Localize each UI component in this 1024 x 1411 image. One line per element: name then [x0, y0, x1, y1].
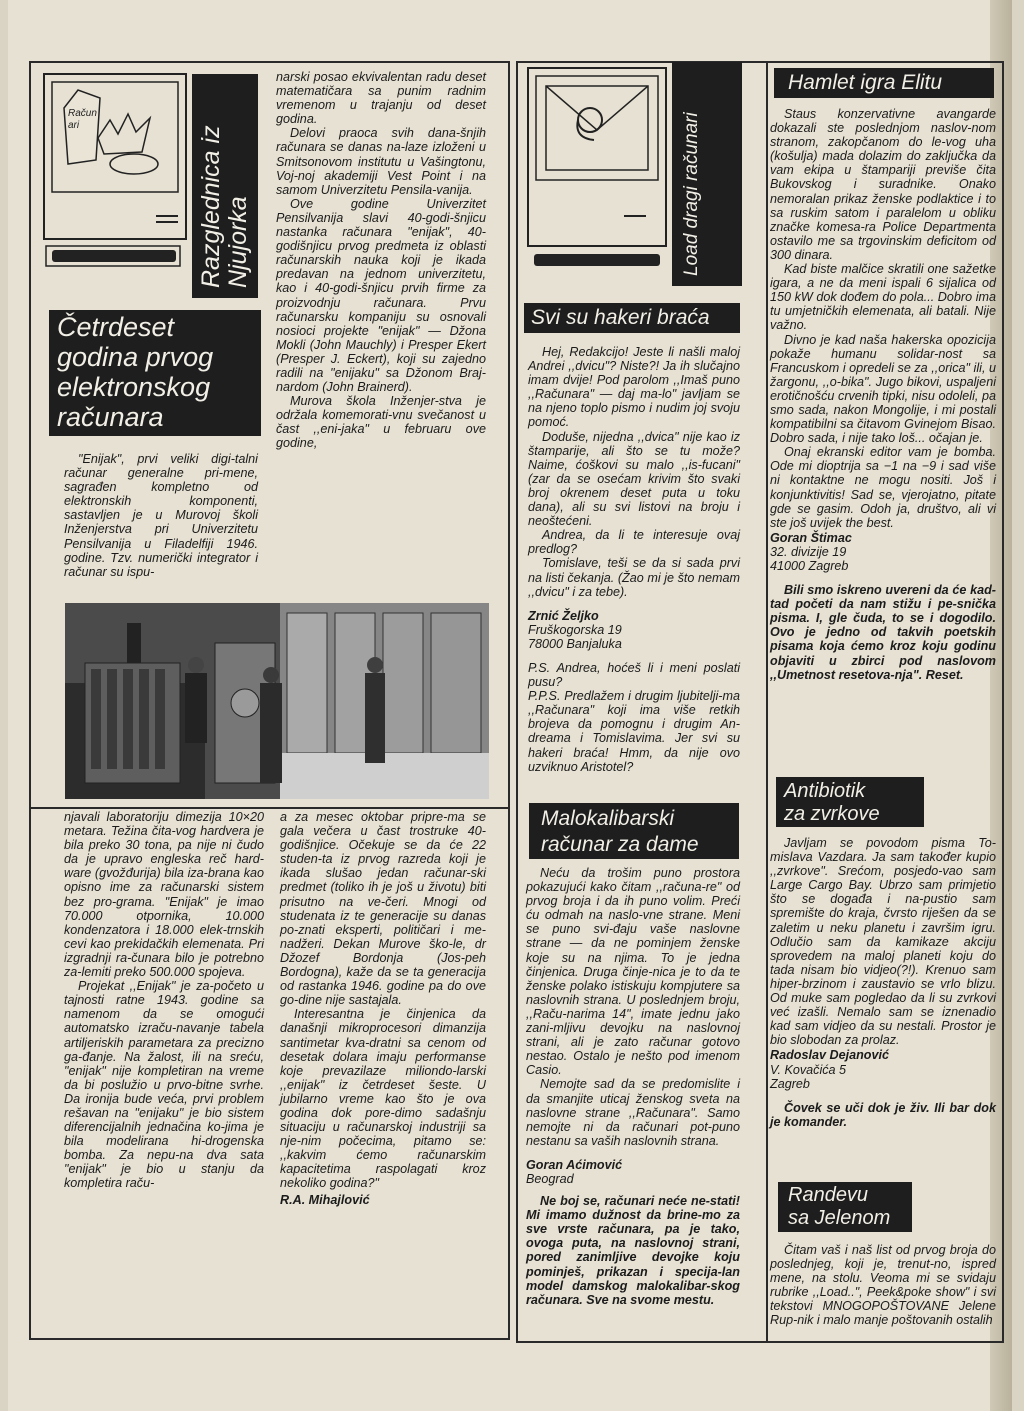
eniac-photo [65, 603, 489, 799]
letter-paragraph: Staus konzervativne avangarde dokazali ste poslednjom naslov-nom stranom, zakopčanom do le-vog uha (košulja) mada dolazim do zaključka da vam ekipa u štampariji previše čita Bukovskog i suradnike. Onako nemoralan prikaz ženske podlaktice i to sa ruskim satom i paralelom u obliku značke komesa-ra Police Departmenta ostavilo me sa trgovinskim deficitom od 300 dinara. [770, 107, 996, 262]
section-label-text: Razglednica iz Njujorka [197, 125, 252, 288]
letter-paragraph: Doduše, nijedna ,,dvica" nije kao iz štamparije, ali što se tu može? Naime, ćoškovi su malo ,,is-fucani" (zar da se osećam krivim što svaki broj okrenem deset puta u toku dana), ali su svi listovi na broju i neoštećeni. [528, 429, 740, 529]
headline-line-4: računara [57, 402, 164, 432]
headline-line-2: godina prvog [57, 342, 214, 372]
load-section-text: Load dragi računari [681, 112, 702, 276]
editor-reply: Čovek se uči dok je živ. Ili bar dok je komander. [770, 1100, 996, 1129]
letter-hamlet-body [770, 107, 996, 682]
headline-line-3: elektronskog [57, 372, 211, 402]
headline-text: Hamlet igra Elitu [788, 71, 943, 94]
letter-author: Zrnić Željko [528, 608, 599, 623]
letter-headline-malokalibarski [529, 803, 739, 859]
letter-author: Goran Aćimović [526, 1157, 623, 1172]
letter-paragraph: Onaj ekranski editor vam je bomba. Ode mi dioptrija sa −1 na −9 i sad više ni kontaktne ne mogu nositi. Još i konjunktivitis! Sad se, vjerojatno, pitate gde se gasim. Odoh ja, društvo, ali vi ste još uvijek the best. [770, 445, 996, 530]
letter-address: 41000 Zagreb [770, 559, 849, 573]
left-col1-bottom [64, 810, 264, 1191]
article-paragraph: Ove godine Univerzitet Pensilvanija slavi 40-godi-šnjicu nastanka računara "enijak", 40-godišnjicu prvog predmeta iz oblasti računarskih nauka koji je ikada predavan na jednom univerzitetu, kao i 40-godi-šnjicu prvih firme za proizvodnju računara. Prvu računarsku kompaniju su osnovali nosioci projekte "enijak" — Džona Mokli (John Mauchly) i Presper Ekert (Presper J. Eckert), koji su zajedno radili na "enijaku" sa Džonom Braj-nardom (John Brainerd). [276, 196, 486, 395]
article-paragraph: njavali laboratoriju dimezija 10×20 metara. Težina čita-vog hardvera je bila preko 30 tona, pa nije ni čudo da je upravo engleska reč hard-ware (gvožđurija) bila iza-brana kao opisno ime za računarski sistem bez pro-grama. "Enijak" je imao 70.000 otpornika, 10.000 kondenzatora i 18.000 elek-trnskih cevi kao prekidačkih elemenata. Pri izgradnji ra-čunara bilo je potrebno za-lemiti preko 500.000 spojeva. [64, 810, 264, 980]
headline-line-1: Randevu [788, 1184, 869, 1206]
letter-paragraph: Kad biste malčice skratili one sažetke igara, a ne da meni ispali 6 sijalica od 150 kW dok dođem do pola... Dobro ima tu umjetničkih elemenata, ali batali. Nije važno. [770, 262, 996, 333]
letter-address: Fruškogorska 19 [528, 622, 622, 637]
letter-paragraph: Tomislave, teši se da si sada prvi na listi čekanja. (Žao mi je što nemam ,,dvicu" i za tebe). [528, 556, 740, 599]
letter-paragraph: Čitam vaš i naš list od prvog broja do poslednjeg, koji je, trenut-no, ispred mene, na stolu. Veoma mi se svidaju rubrike ,,Load..", Peek&poke show" i svi tekstovi MNOGOPOŠTOVANE Jelene Rup-nik i malo manje poštovanih ostalih [770, 1243, 996, 1328]
letter-city: Beograd [526, 1171, 574, 1186]
letter-headline-hamlet [774, 68, 994, 98]
letter-randevu-body [770, 1243, 996, 1328]
headline-text: Svi su hakeri braća [531, 306, 710, 329]
headline-line-2: sa Jelenom [788, 1207, 891, 1229]
letter-address: Zagreb [770, 1076, 810, 1091]
letter-antibiotik-body [770, 836, 996, 1129]
letter-ps: P.S. Andrea, hoćeš li i meni poslati pusu? [528, 660, 740, 690]
headline-line-2: za zvrkove [784, 803, 880, 825]
article-paragraph: Delovi praoca svih dana-šnjih računara se danas na-laze izloženi u Smitsonovom institutu u Vašingtonu, Voj-noj akademiji Vest Point i na samom Univerzitetu Pensila-vanija. [276, 126, 486, 197]
left-col1-top [64, 452, 258, 579]
left-headline [49, 310, 261, 436]
illustration-label: Račun [68, 108, 97, 119]
left-col2-bottom [280, 810, 486, 1207]
editor-reply: Bili smo iskreno uvereni da će kad-tad početi da nam stižu i pe-snička pisma. I, gle čuda, to se i dogodilo. Ovo je jedno od takvih poetskih pisama koja ćemo kroz koju godinu objaviti u zbirci pod naslovom ,,Umetnost resetova-nja". Reset. [770, 583, 996, 682]
article-paragraph: Murova škola Inženjer-stva je održala komemorati-vnu svečanost u čast ,,eni-jaka" u februaru ove godine, [276, 394, 486, 451]
letter-headline-randevu [778, 1182, 912, 1232]
article-paragraph: a za mesec oktobar pripre-ma se gala večera u čast trostruke 40-godišnjice. Očekuje se da će 22 studen-ta iz prvog razreda koji je ikada slušao jedan računar-ski predmet (toliko ih je još u životu) biti prisutno na ve-čeri. Mnogi od studenata iz te generacije su danas po-znati eksperti, političari i me-nadžeri. Dekan Murove ško-le, dr Džozef Bordonja (Jos-peh Bordogna), kaže da se ta generacija od rastanka 1946. godine pa do ove go-dine nije sastajala. [280, 810, 486, 1008]
letter-address: 32. divizije 19 [770, 544, 847, 559]
headline-line-1: Antibiotik [784, 780, 866, 802]
eniac-photo-scene [65, 603, 489, 799]
letter-author: Radoslav Dejanović [770, 1048, 889, 1063]
article-paragraph: Projekat ,,Enijak" je za-početo u tajnosti ratne 1943. godine sa namenom da se omogući automatsko izraču-navanje tabela artiljeriskih parametara za precizno ga-đanje. Na žalost, ili na sreću, "enijak" nije kompletiran na vreme da bi poslužio u prvo-bitne svrhe. Da ironija bude veća, prvi problem rešavan na "enijaku" je bio sistem diferencijalnih jednačina ko-jima je bila modelirana hi-drogenska bomba. Za nepu-na dva sata "enijak" je bio u stanju da kompletira raču- [64, 979, 264, 1191]
letter-paragraph: Neću da trošim puno prostora pokazujući kako čitam ,,računa-re" od prvog broja i da ih puno volim. Preći ću odmah na naslo-vne strane. Meni se puno svi-đaju vaše naslovne strane — da ne pominjem ženske koje su na njima. To je jedna činjenica. Druga činje-nica je to da te ženske polako istiskuju kompjutere sa naslovnih strana. U poslednjem broju, ,,Raču-narima 14", imate jednu jako zani-mljivu devojku na naslovnoj strani, ali je zato računar gotovo nestao. Ostalo je nešto pod imenom Casio. [526, 866, 740, 1078]
letter-ps: P.P.S. Predlažem i drugim ljubitelji-ma ,,Računara" koji ima više retkih brojeva da pomognu i drugim An-dreama i Tomislavima. Jer svi su hakeri braća! Hmm, da nije ovo uzviknuo Aristotel? [528, 689, 740, 774]
letter-paragraph: Divno je kad naša hakerska opozicija pokaže humanu solidar-nost sa Francuskom i opredeli se za ,,orica" ili, u žargonu, ,,o-bika". Jugo bikovi, uspaljeni erotičnošću crvenih tipki, nisu odoleli, pa smo sada, nakon Mongolije, i mi postali kompatibilni sa čitavom Gvinejom Bisao. Dobro sada, i nije tako loš... očajan je. [770, 332, 996, 446]
headline-line-2: računar za dame [541, 833, 699, 856]
letter-paragraph: Andrea, da li te interesuje ovaj predlog? [528, 528, 740, 557]
letter-paragraph: Javljam se povodom pisma To-mislava Vazdara. Ja sam također kupio ,,zvrkove". Srećom, posjedo-vao sam Large Cargo Bay. Ubrzo sam primjetio što se događa i na-pustio sam spremište do kraja, čvrsto riješen da se zaletim u neku planetu i završim igru. Odlučio sam da kamikaze akciju sprovedem na maloj planeti koju do tada nisam bio vidjeo(?!). Krenuo sam hiper-brzinom i zaustavio se vrlo blizu. Od muke sam pogledao da li su zvrkovi već izašli. Nemalo sam se iznenadio kad sam vidjeo da su nestali. Prostor je bio slobodan za prolaz. [770, 836, 996, 1048]
letter-paragraph: Nemojte sad da se predomislite i da smanjite uticaj ženskog sveta na naslovne strane ,,Računara". Samo nemojte ni da računari pot-puno nestanu sa vaših naslovnih strana. [526, 1077, 740, 1148]
computer-monitor-illustration [38, 68, 192, 274]
section-label-banner [192, 74, 258, 298]
letter-author: Goran Štimac [770, 530, 852, 545]
article-paragraph: "Enijak", prvi veliki digi-talni računar generalne pri-mene, sagrađen kompletno od elektronskih komponenti, sastavljen je u Murovoj školi Inženjerstva pri Univerzitetu Pensilvanija u Filadelfiji 1946. godine. Tzv. numerički integrator i računar su ispu- [64, 452, 258, 579]
letter-headline-hakeri [524, 303, 740, 333]
letter-paragraph: Hej, Redakcijo! Jeste li našli maloj Andrei ,,dvicu"? Niste?! Ja ih slučajno imam dvije! Pod parolom ,,Imaš puno ,,Računara" — daj ma-lo" javljam se na njeno toplo pismo i nudim joj svoju pomoć. [528, 345, 740, 430]
article-paragraph: narski posao ekvivalentan radu deset matematičara sa punim radnim vremenom u trajanju od deset godina. [276, 70, 486, 127]
magazine-page [8, 0, 1012, 1411]
article-signature: R.A. Mihajlović [280, 1192, 370, 1207]
load-section-banner [672, 62, 742, 286]
editor-reply: Ne boj se, računari neće ne-stati! Mi imamo dužnost da brine-mo za sve vrste računara, pa je tako, ovoga puta, na naslovnoj strani, pored zanimljive devojke koju pominješ, prikazan i specija-lan model damskog malokalibar-skog računara. Sve na svome mestu. [526, 1194, 740, 1307]
headline-line-1: Malokalibarski [541, 807, 675, 830]
svg-text:ari: ari [68, 120, 80, 131]
letter-address: 78000 Banjaluka [528, 636, 622, 651]
letter-hakeri-body [528, 345, 740, 774]
article-paragraph: Interesantna je činjenica da današnji mikroprocesori dimanzija santimetar kva-dratni sa cenom od desetak dolara imaju performanse koje prevazilaze miliondo-larski ,,enijak" iz četrdeset šeste. U jubilarno vreme kao što je ova godina dok pore-dimo sadašnju situaciju u računarskoj industriji sa nje-nim počecima, pitamo se: ,,kakvim ćemo računarskim kapacitetima raspolagati kroz nekoliko godina?" [280, 1007, 486, 1191]
letter-malokalibarski-body [526, 866, 740, 1307]
headline-line-1: Četrdeset [57, 312, 175, 342]
left-col2-top [276, 70, 486, 451]
mail-monitor-illustration [524, 66, 670, 280]
letter-headline-antibiotik [776, 777, 924, 827]
letter-address: V. Kovačića 5 [770, 1062, 847, 1077]
